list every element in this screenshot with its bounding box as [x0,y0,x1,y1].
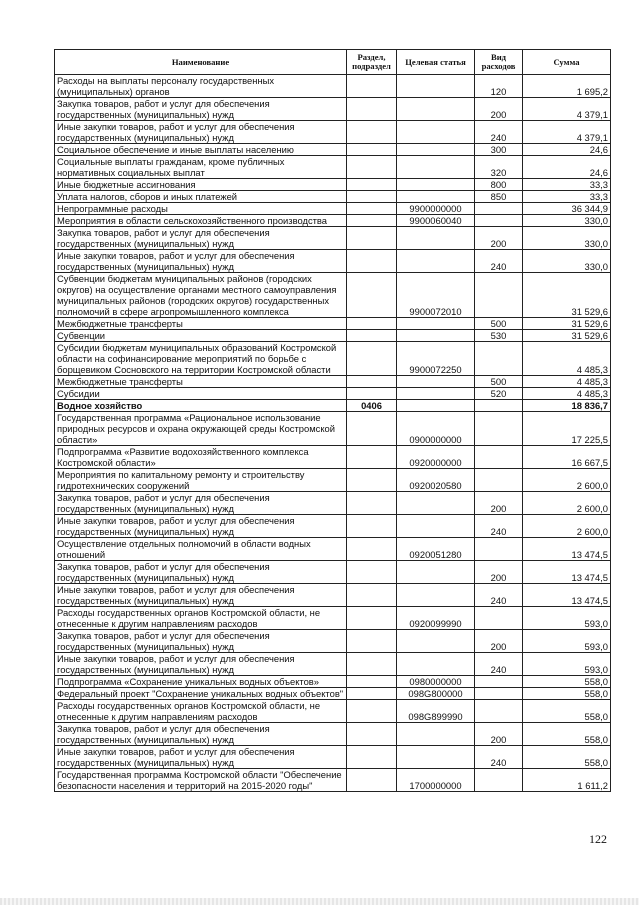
page-edge [0,898,639,905]
cell-sum: 33,3 [523,179,611,191]
cell-section [347,769,397,792]
cell-sum: 2 600,0 [523,515,611,538]
table-row [55,700,611,723]
cell-name: Расходы государственных органов Костромской области, не отнесенные к другим направлениям расходов [55,700,347,723]
table-row [55,492,611,515]
table-row [55,769,611,792]
cell-target: 098G899990 [397,700,475,723]
table-row [55,561,611,584]
table-row [55,273,611,318]
cell-section [347,746,397,769]
cell-target [397,75,475,98]
cell-sum: 2 600,0 [523,469,611,492]
cell-name: Иные закупки товаров, работ и услуг для обеспечения государственных (муниципальных) нужд [55,584,347,607]
cell-sum: 13 474,5 [523,538,611,561]
cell-sum: 330,0 [523,250,611,273]
cell-target [397,98,475,121]
cell-kind: 120 [475,75,523,98]
cell-target [397,376,475,388]
cell-section [347,144,397,156]
cell-name: Осуществление отдельных полномочий в области водных отношений [55,538,347,561]
cell-kind: 240 [475,746,523,769]
cell-name: Иные бюджетные ассигнования [55,179,347,191]
cell-section [347,538,397,561]
cell-target: 9900000000 [397,203,475,215]
cell-target [397,723,475,746]
table-row [55,515,611,538]
cell-kind: 200 [475,630,523,653]
cell-target [397,653,475,676]
cell-sum: 558,0 [523,700,611,723]
cell-sum: 558,0 [523,746,611,769]
cell-name: Закупка товаров, работ и услуг для обеспечения государственных (муниципальных) нужд [55,630,347,653]
table-row [55,630,611,653]
cell-sum: 593,0 [523,630,611,653]
cell-section [347,700,397,723]
cell-name: Подпрограмма «Сохранение уникальных водных объектов» [55,676,347,688]
cell-name: Закупка товаров, работ и услуг для обеспечения государственных (муниципальных) нужд [55,723,347,746]
cell-kind [475,446,523,469]
cell-kind: 850 [475,191,523,203]
cell-sum: 4 485,3 [523,342,611,376]
cell-target [397,318,475,330]
cell-name: Иные закупки товаров, работ и услуг для обеспечения государственных (муниципальных) нужд [55,746,347,769]
cell-sum: 31 529,6 [523,273,611,318]
cell-target: 0920020580 [397,469,475,492]
cell-name: Закупка товаров, работ и услуг для обеспечения государственных (муниципальных) нужд [55,98,347,121]
cell-section [347,561,397,584]
table-row [55,98,611,121]
cell-name: Государственная программа «Рациональное использование природных ресурсов и охрана окружающей среды Костромской области» [55,412,347,446]
cell-kind: 520 [475,388,523,400]
cell-sum: 13 474,5 [523,561,611,584]
table-row [55,412,611,446]
cell-target [397,156,475,179]
cell-section [347,215,397,227]
cell-kind: 200 [475,561,523,584]
table-row [55,469,611,492]
table-row [55,156,611,179]
cell-sum: 558,0 [523,676,611,688]
table-header-row [55,50,611,75]
cell-name: Межбюджетные трансферты [55,376,347,388]
cell-target [397,400,475,412]
table-row [55,676,611,688]
cell-kind: 800 [475,179,523,191]
table-body [55,75,611,792]
table-row [55,121,611,144]
cell-name: Иные закупки товаров, работ и услуг для обеспечения государственных (муниципальных) нужд [55,121,347,144]
cell-sum: 24,6 [523,144,611,156]
cell-name: Подпрограмма «Развитие водохозяйственного комплекса Костромской области» [55,446,347,469]
cell-target [397,250,475,273]
cell-name: Иные закупки товаров, работ и услуг для обеспечения государственных (муниципальных) нужд [55,515,347,538]
cell-target: 0920099990 [397,607,475,630]
cell-section [347,688,397,700]
cell-sum: 4 485,3 [523,388,611,400]
cell-sum: 4 379,1 [523,98,611,121]
cell-section [347,376,397,388]
table-row [55,538,611,561]
table-row [55,688,611,700]
cell-section [347,75,397,98]
cell-kind: 500 [475,318,523,330]
cell-name: Непрограммные расходы [55,203,347,215]
cell-section: 0406 [347,400,397,412]
cell-sum: 36 344,9 [523,203,611,215]
table-row [55,584,611,607]
cell-sum: 558,0 [523,688,611,700]
cell-name: Водное хозяйство [55,400,347,412]
cell-kind: 240 [475,121,523,144]
cell-name: Расходы на выплаты персоналу государственных (муниципальных) органов [55,75,347,98]
table-row [55,342,611,376]
cell-section [347,723,397,746]
cell-kind: 200 [475,98,523,121]
cell-target: 9900060040 [397,215,475,227]
cell-name: Социальное обеспечение и иные выплаты населению [55,144,347,156]
cell-target [397,191,475,203]
cell-name: Субсидии бюджетам муниципальных образований Костромской области на софинансирование мероприятий по борьбе с борщевиком Сосновского на территории Костромской области [55,342,347,376]
cell-target [397,630,475,653]
table-row [55,746,611,769]
cell-section [347,676,397,688]
cell-sum: 33,3 [523,191,611,203]
cell-name: Закупка товаров, работ и услуг для обеспечения государственных (муниципальных) нужд [55,561,347,584]
cell-kind [475,273,523,318]
cell-kind: 240 [475,515,523,538]
cell-sum: 593,0 [523,607,611,630]
cell-target: 1700000000 [397,769,475,792]
cell-sum: 4 379,1 [523,121,611,144]
cell-kind: 200 [475,723,523,746]
cell-target: 098G800000 [397,688,475,700]
table-row [55,75,611,98]
cell-kind [475,700,523,723]
cell-target [397,746,475,769]
cell-section [347,179,397,191]
cell-name: Социальные выплаты гражданам, кроме публичных нормативных социальных выплат [55,156,347,179]
cell-section [347,203,397,215]
cell-section [347,388,397,400]
table-row [55,388,611,400]
cell-target [397,179,475,191]
cell-name: Субвенции [55,330,347,342]
table-row [55,179,611,191]
header-target: Целевая статья [397,50,475,75]
table-row [55,227,611,250]
cell-section [347,584,397,607]
cell-target: 0900000000 [397,412,475,446]
cell-section [347,607,397,630]
header-kind: Вид расходов [475,50,523,75]
cell-name: Мероприятия в области сельскохозяйственного производства [55,215,347,227]
table-row [55,607,611,630]
cell-kind [475,400,523,412]
cell-sum: 16 667,5 [523,446,611,469]
cell-sum: 1 611,2 [523,769,611,792]
cell-kind [475,215,523,227]
cell-section [347,342,397,376]
table-row [55,376,611,388]
cell-section [347,492,397,515]
cell-sum: 1 695,2 [523,75,611,98]
cell-target [397,330,475,342]
cell-target [397,515,475,538]
cell-name: Субсидии [55,388,347,400]
cell-target: 0920051280 [397,538,475,561]
cell-name: Федеральный проект "Сохранение уникальных водных объектов" [55,688,347,700]
cell-section [347,156,397,179]
cell-kind [475,538,523,561]
header-name: Наименование [55,50,347,75]
cell-kind: 500 [475,376,523,388]
cell-kind: 240 [475,653,523,676]
cell-kind: 320 [475,156,523,179]
table-row [55,250,611,273]
cell-target [397,561,475,584]
table-row [55,203,611,215]
table-row [55,653,611,676]
cell-section [347,318,397,330]
cell-target: 9900072010 [397,273,475,318]
cell-name: Иные закупки товаров, работ и услуг для обеспечения государственных (муниципальных) нужд [55,653,347,676]
table-row [55,330,611,342]
cell-kind: 240 [475,250,523,273]
cell-target [397,227,475,250]
cell-section [347,653,397,676]
cell-section [347,446,397,469]
cell-section [347,98,397,121]
header-sum: Сумма [523,50,611,75]
budget-table [54,49,611,792]
cell-name: Закупка товаров, работ и услуг для обеспечения государственных (муниципальных) нужд [55,492,347,515]
cell-section [347,412,397,446]
table-row [55,400,611,412]
cell-section [347,330,397,342]
cell-sum: 593,0 [523,653,611,676]
cell-kind: 300 [475,144,523,156]
table-row [55,215,611,227]
cell-section [347,515,397,538]
cell-name: Межбюджетные трансферты [55,318,347,330]
table-row [55,446,611,469]
cell-target: 9900072250 [397,342,475,376]
cell-sum: 24,6 [523,156,611,179]
cell-sum: 330,0 [523,227,611,250]
cell-name: Расходы государственных органов Костромской области, не отнесенные к другим направлениям расходов [55,607,347,630]
cell-name: Государственная программа Костромской области "Обеспечение безопасности населения и территорий на 2015-2020 годы" [55,769,347,792]
cell-kind [475,688,523,700]
cell-kind: 530 [475,330,523,342]
cell-kind: 200 [475,492,523,515]
cell-target: 0980000000 [397,676,475,688]
cell-kind [475,676,523,688]
cell-kind: 240 [475,584,523,607]
cell-kind [475,412,523,446]
cell-sum: 558,0 [523,723,611,746]
table-row [55,144,611,156]
cell-kind [475,342,523,376]
cell-sum: 13 474,5 [523,584,611,607]
cell-target [397,388,475,400]
cell-sum: 330,0 [523,215,611,227]
page-number: 122 [589,832,607,846]
cell-name: Иные закупки товаров, работ и услуг для обеспечения государственных (муниципальных) нужд [55,250,347,273]
cell-sum: 18 836,7 [523,400,611,412]
cell-kind [475,203,523,215]
cell-target: 0920000000 [397,446,475,469]
cell-name: Закупка товаров, работ и услуг для обеспечения государственных (муниципальных) нужд [55,227,347,250]
cell-section [347,191,397,203]
cell-target [397,492,475,515]
cell-kind [475,607,523,630]
cell-name: Уплата налогов, сборов и иных платежей [55,191,347,203]
cell-section [347,121,397,144]
cell-sum: 17 225,5 [523,412,611,446]
table-row [55,191,611,203]
cell-target [397,144,475,156]
cell-sum: 2 600,0 [523,492,611,515]
cell-kind: 200 [475,227,523,250]
cell-sum: 31 529,6 [523,330,611,342]
table-row [55,723,611,746]
cell-kind [475,769,523,792]
cell-sum: 4 485,3 [523,376,611,388]
cell-kind [475,469,523,492]
cell-target [397,121,475,144]
table-row [55,318,611,330]
header-section: Раздел, подраздел [347,50,397,75]
cell-section [347,469,397,492]
cell-sum: 31 529,6 [523,318,611,330]
cell-section [347,250,397,273]
cell-target [397,584,475,607]
cell-section [347,273,397,318]
cell-section [347,227,397,250]
cell-name: Мероприятия по капитальному ремонту и строительству гидротехнических сооружений [55,469,347,492]
cell-name: Субвенции бюджетам муниципальных районов (городских округов) на осуществление органами местного самоуправления муниципальных районов (городских округов) государственных полномочий в сфере агропромышленного комплекса [55,273,347,318]
cell-section [347,630,397,653]
